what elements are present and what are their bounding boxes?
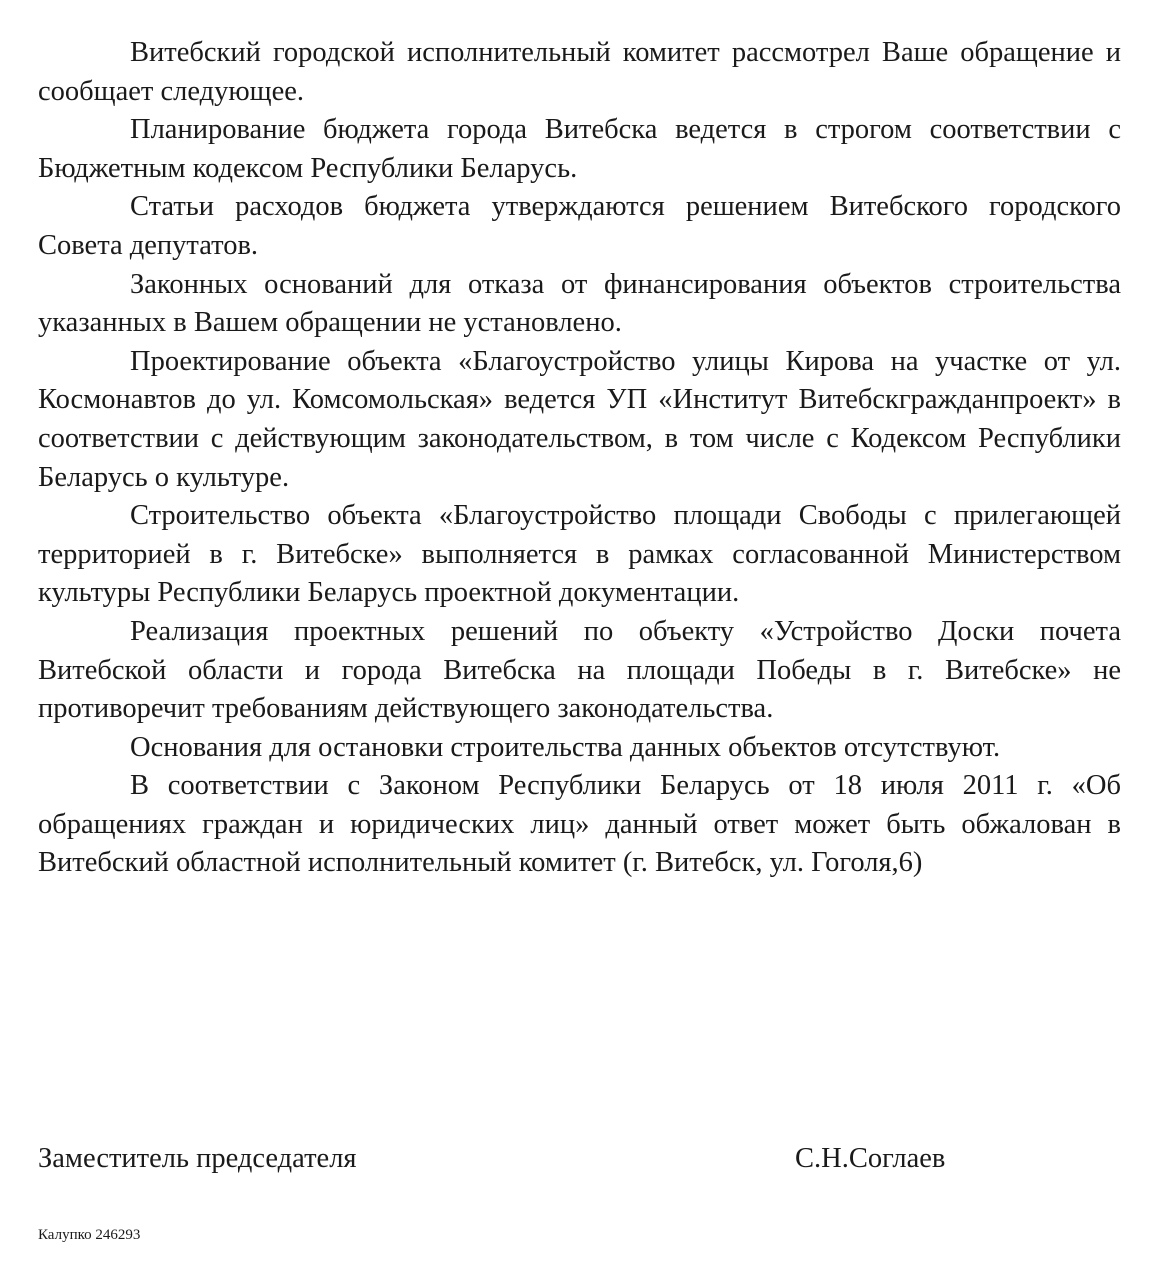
paragraph-budget-planning: Планирование бюджета города Витебска ведется в строгом соответствии с Бюджетным кодексом Республики Беларусь. — [38, 114, 1121, 184]
paragraph-intro: Витебский городской исполнительный комитет рассмотрел Ваше обращение и сообщает следующее. — [38, 37, 1121, 107]
paragraph-kirova-street: Проектирование объекта «Благоустройство улицы Кирова на участке от ул. Космонавтов до ул. Комсомольская» ведется УП «Институт Витебскгражданпроект» в соответствии с действующим законодательством, в том числе с Кодексом Республики Беларусь о культуре. — [38, 345, 1121, 493]
paragraph-honor-board: Реализация проектных решений по объекту «Устройство Доски почета Витебской области и города Витебска на площади Победы в г. Витебске» не противоречит требованиям действующего законодательства. — [38, 615, 1121, 725]
letter-body — [38, 34, 1121, 883]
paragraph-no-legal-grounds: Законных оснований для отказа от финансирования объектов строительства указанных в Вашем обращении не установлено. — [38, 268, 1121, 339]
signatory-name: С.Н.Соглаев — [795, 1143, 946, 1174]
paragraph-expense-articles: Статьи расходов бюджета утверждаются решением Витебского городского Совета депутатов. — [38, 191, 1121, 261]
paragraph-no-stop-grounds: Основания для остановки строительства данных объектов отсутствуют. — [130, 731, 1001, 763]
paragraph-appeal-rights: В соответствии с Законом Республики Беларусь от 18 июля 2011 г. «Об обращениях граждан и юридических лиц» данный ответ может быть обжалован в Витебский областной исполнительный комитет (г. Витебск, ул. Гоголя,6) — [38, 770, 1121, 879]
signature-block — [38, 1140, 1121, 1180]
executor-note: Калупко 246293 — [38, 1227, 141, 1243]
signatory-position: Заместитель председателя — [38, 1143, 357, 1174]
paragraph-svobody-square: Строительство объекта «Благоустройство площади Свободы с прилегающей территорией в г. Витебске» выполняется в рамках согласованной Министерством культуры Республики Беларусь проектной документации. — [38, 500, 1121, 609]
